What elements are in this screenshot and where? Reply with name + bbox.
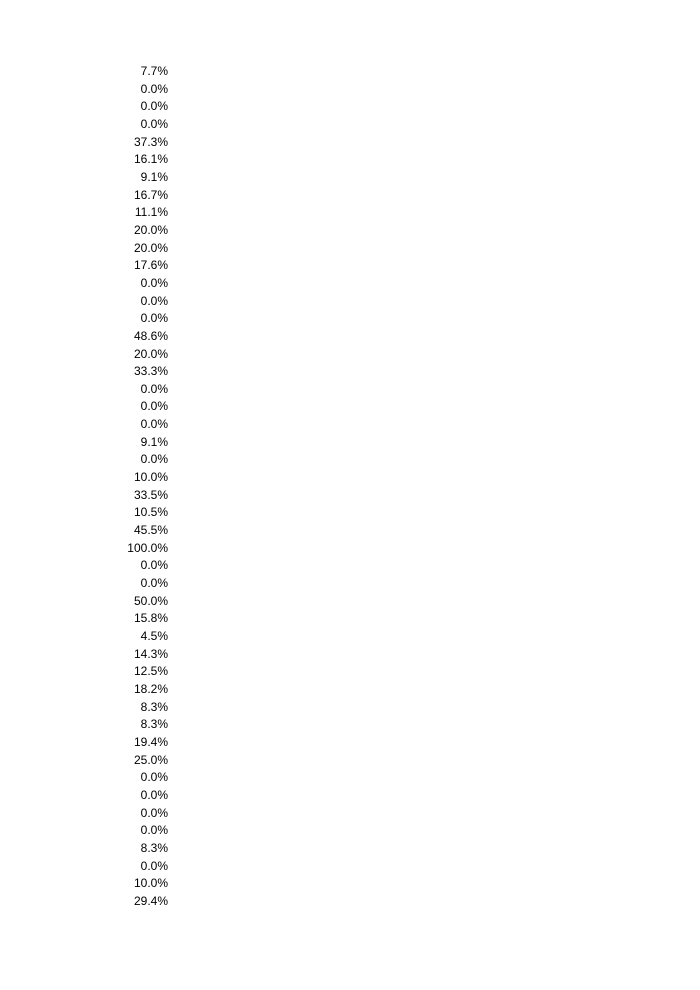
percentage-cell: 0.0% xyxy=(140,99,168,114)
percentage-cell: 4.5% xyxy=(140,629,168,643)
percentage-cell: 8.3% xyxy=(140,699,168,714)
percentage-cell: 9.1% xyxy=(140,169,168,184)
percentage-cell: 0.0% xyxy=(140,558,168,573)
percentage-cell: 29.4% xyxy=(133,893,168,908)
percentage-cell: 0.0% xyxy=(140,275,168,290)
percentage-cell: 0.0% xyxy=(140,293,168,308)
percentage-cell: 17.6% xyxy=(133,258,168,273)
percentage-cell: 7.7% xyxy=(140,64,168,78)
percentage-cell: 9.1% xyxy=(140,434,168,449)
percentage-cell: 100.0% xyxy=(127,540,168,555)
percentage-cell: 0.0% xyxy=(140,770,168,785)
percentage-cell: 25.0% xyxy=(133,752,168,767)
percentage-cell: 0.0% xyxy=(140,858,168,873)
percentage-cell: 20.0% xyxy=(133,222,168,237)
percentage-cell: 8.3% xyxy=(140,717,168,732)
percentage-cell: 10.0% xyxy=(133,876,168,891)
percentage-cell: 0.0% xyxy=(140,452,168,467)
percentage-cell: 16.7% xyxy=(133,187,168,202)
percentage-cell: 0.0% xyxy=(140,381,168,396)
percentage-cell: 0.0% xyxy=(140,399,168,414)
percentage-cell: 0.0% xyxy=(140,116,168,131)
percentage-cell: 45.5% xyxy=(133,523,168,538)
percentage-cell: 48.6% xyxy=(133,328,168,343)
percentage-cell: 0.0% xyxy=(140,81,168,96)
percentage-cell: 12.5% xyxy=(133,664,168,679)
percentage-cell: 20.0% xyxy=(133,346,168,361)
percentage-cell: 20.0% xyxy=(133,240,168,255)
percentage-cell: 19.4% xyxy=(133,734,168,749)
percentage-cell: 0.0% xyxy=(140,417,168,432)
percentage-cell: 8.3% xyxy=(140,840,168,855)
percentage-cell: 15.8% xyxy=(133,611,168,626)
percentage-cell: 10.5% xyxy=(133,505,168,520)
percentage-cell: 10.0% xyxy=(133,470,168,485)
percentage-cell: 0.0% xyxy=(140,576,168,591)
percentage-cell: 33.5% xyxy=(133,487,168,502)
percentage-cell: 16.1% xyxy=(133,152,168,167)
percentage-cell: 0.0% xyxy=(140,823,168,838)
percentage-cell: 33.3% xyxy=(133,364,168,379)
percentage-cell: 50.0% xyxy=(133,593,168,608)
percentage-column xyxy=(100,63,168,911)
percentage-cell: 0.0% xyxy=(140,311,168,326)
percentage-cell: 18.2% xyxy=(133,681,168,696)
percentage-cell: 0.0% xyxy=(140,805,168,820)
percentage-cell: 11.1% xyxy=(134,205,168,220)
percentage-cell: 14.3% xyxy=(133,646,168,661)
percentage-cell: 0.0% xyxy=(140,787,168,802)
percentage-cell: 37.3% xyxy=(133,134,168,149)
